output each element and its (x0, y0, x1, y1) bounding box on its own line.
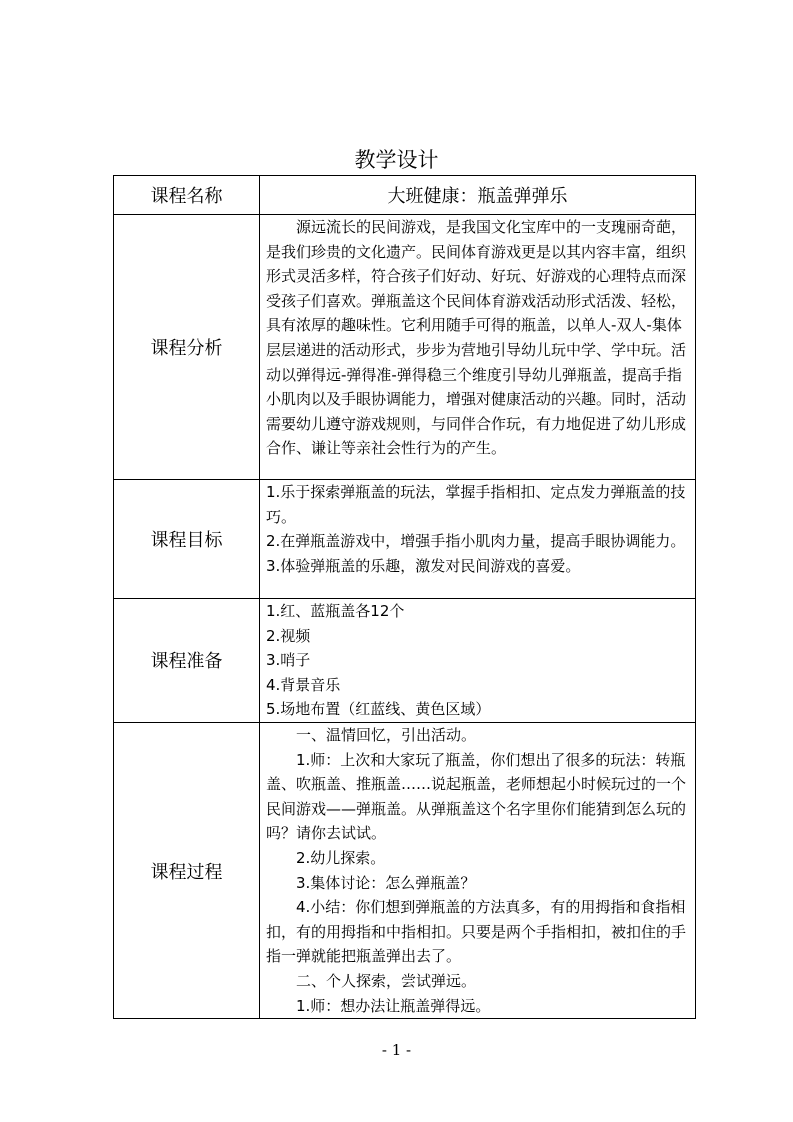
goal-item: 3.体验弹瓶盖的乐趣，激发对民间游戏的喜爱。 (266, 556, 581, 575)
process-label: 课程过程 (114, 722, 260, 1018)
process-row (114, 722, 696, 1018)
goals-row (114, 480, 696, 599)
goal-item: 1.乐于探索弹瓶盖的玩法，掌握手指相扣、定点发力弹瓶盖的技巧。 (266, 483, 686, 526)
course-name-label: 课程名称 (114, 176, 260, 215)
preparation-item: 3.哨子 (266, 651, 311, 670)
preparation-content (260, 599, 696, 723)
analysis-content (260, 215, 696, 480)
analysis-text: 源远流长的民间游戏，是我国文化宝库中的一支瑰丽奇葩，是我们珍贵的文化遗产。民间体育游戏更是以其内容丰富，组织形式灵活多样，符合孩子们好动、好玩、好游戏的心理特点而深受孩子们喜欢。弹瓶盖这个民间体育游戏活动形式活泼、轻松，具有浓厚的趣味性。它利用随手可得的瓶盖，以单人-双人-集体层层递进的活动形式，步步为营地引导幼儿玩中学、学中玩。活动以弹得远-弹得准-弹得稳三个维度引导幼儿弹瓶盖，提高手指小肌肉以及手眼协调能力，增强对健康活动的兴趣。同时，活动需要幼儿遵守游戏规则，与同伴合作玩，有力地促进了幼儿形成合作、谦让等亲社会性行为的产生。 (266, 218, 687, 458)
process-paragraph: 4.小结：你们想到弹瓶盖的方法真多，有的用拇指和食指相扣，有的用拇指和中指相扣。只要是两个手指相扣，被扣住的手指一弹就能把瓶盖弹出去了。 (266, 898, 687, 966)
goal-item: 2.在弹瓶盖游戏中，增强手指小肌肉力量，提高手眼协调能力。 (266, 532, 686, 551)
course-name-row (114, 176, 696, 215)
goals-content (260, 480, 696, 599)
process-paragraph: 3.集体讨论：怎么弹瓶盖？ (296, 873, 476, 892)
analysis-row (114, 215, 696, 480)
document-title: 教学设计 (354, 148, 439, 172)
process-content (260, 722, 696, 1018)
goals-label: 课程目标 (114, 480, 260, 599)
preparation-label: 课程准备 (114, 599, 260, 723)
course-name-value: 大班健康：瓶盖弹弹乐 (260, 176, 696, 215)
preparation-item: 1.红、蓝瓶盖各12个 (266, 602, 405, 620)
preparation-item: 2.视频 (266, 626, 311, 645)
preparation-item: 4.背景音乐 (266, 675, 341, 694)
process-paragraph: 1.师：想办法让瓶盖弹得远。 (296, 996, 491, 1015)
process-paragraph: 二、个人探索，尝试弹远。 (296, 971, 477, 990)
lesson-plan-table (113, 175, 696, 1019)
analysis-label: 课程分析 (114, 215, 260, 480)
page-number: - 1 - (381, 1041, 412, 1059)
process-paragraph: 2.幼儿探索。 (296, 848, 386, 867)
preparation-row (114, 599, 696, 723)
preparation-item: 5.场地布置（红蓝线、黄色区域） (266, 700, 491, 719)
process-paragraph: 一、温情回忆，引出活动。 (296, 725, 477, 744)
process-paragraph: 1.师：上次和大家玩了瓶盖，你们想出了很多的玩法：转瓶盖、吹瓶盖、推瓶盖……说起瓶盖，老师想起小时候玩过的一个民间游戏——弹瓶盖。从弹瓶盖这个名字里你们能猜到怎么玩的吗？请你去试试。 (266, 750, 687, 843)
